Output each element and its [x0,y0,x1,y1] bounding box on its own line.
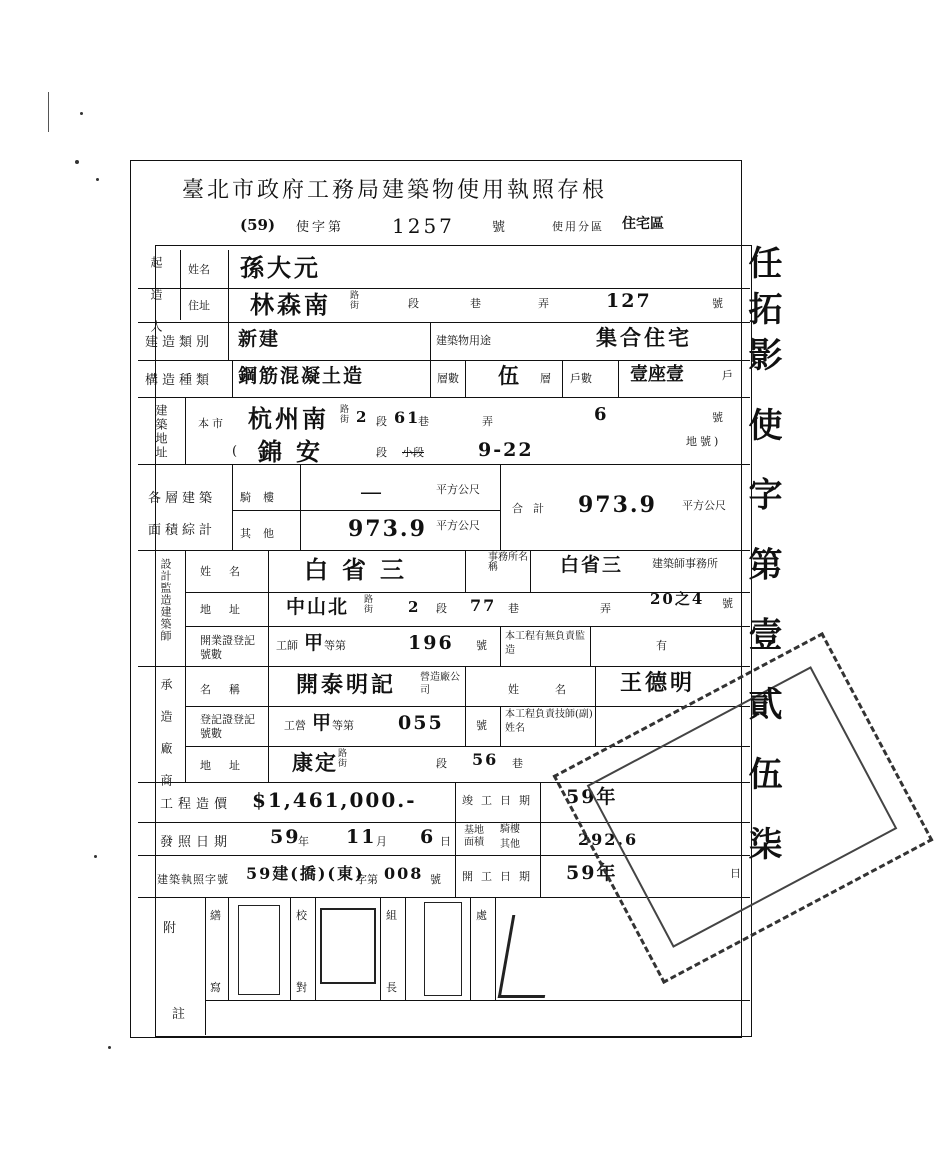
building-use-label: 建築物用途 [436,334,491,347]
contractor-kind: 營造廠公司 [420,672,460,696]
construction-type-label: 建造類別 [145,335,214,350]
designer-reg-label: 開業證登記號數 [200,634,255,662]
rule [138,397,750,398]
floors-label: 層數 [437,372,459,385]
site-xiaoduan: 小段 [402,446,424,459]
rule [540,782,541,897]
permit-middle: 字第 [356,873,378,886]
cost-label: 工程造價 [160,797,233,812]
total-area-label: 合計 [512,502,554,515]
other-unit: 平方公尺 [436,519,480,532]
contractor-reg-class: 甲 [312,712,334,734]
cost-value: $1,461,000.- [252,788,417,812]
rule [138,464,750,465]
applicant-xiang: 巷 [470,297,481,310]
scan-speck [75,160,79,164]
permit-value: 59建(撟)(東) [246,864,365,883]
designer-duan-no: 2 [408,598,421,616]
site-city: 本市 [198,417,226,430]
section-seal [424,902,462,996]
contractor-reg-prefix: 工營 [284,719,306,732]
form-title: 臺北市政府工務局建築物使用執照存根 [182,178,608,203]
start-day-unit: 日 [730,867,741,880]
area-label-bottom: 面積綜計 [148,523,217,538]
rule [232,464,233,550]
arcade-unit: 平方公尺 [436,483,480,496]
rule [228,250,229,360]
rule [232,360,233,397]
section-label-bottom: 長 [386,981,397,994]
rule [430,322,431,360]
rule [185,706,750,707]
designer-duan: 段 [436,602,447,615]
site-road-mark: 路街 [338,404,348,424]
scan-speck [108,1046,111,1049]
units-value: 壹座壹 [630,364,684,385]
designer-reg-middle: 等第 [324,639,346,652]
floors-value: 伍 [498,363,522,388]
site-lot-no: 9-22 [478,439,534,461]
rule [185,397,186,464]
tech-label: 本工程負責技師(副)姓名 [505,709,593,734]
designer-addr-road: 中山北 [286,596,350,618]
total-area-value: 973.9 [578,492,657,518]
rule [455,782,456,897]
designer-nong: 弄 [600,602,611,615]
rule [138,322,750,323]
total-area-unit: 平方公尺 [682,499,726,512]
applicant-group-label: 起造人 [149,256,163,352]
permit-number: 1257 [392,214,455,238]
permit-label: 建築執照字號 [157,873,229,886]
designer-name-label: 姓名 [200,565,258,578]
rule [300,464,301,550]
permit-no-value: 008 [384,864,424,883]
rule [138,550,750,551]
issue-label: 發照日期 [160,835,233,850]
designer-hao2: 號 [476,639,487,652]
office-name: 白省三 [560,554,624,576]
contractor-hao: 號 [476,719,487,732]
check-label-bottom: 對 [296,981,307,994]
rule [290,897,291,1000]
contractor-duan: 段 [436,757,447,770]
office-suffix: 建築師事務所 [652,557,718,570]
issue-year-unit: 年 [298,835,309,848]
arcade-label: 騎樓 [240,491,286,504]
site-duan-no: 2 [356,408,369,426]
applicant-name: 孫大元 [240,253,321,282]
rule [205,897,206,1035]
zone-value: 住宅區 [622,216,664,232]
designer-no: 20之4 [650,590,705,608]
lot-close: 地號) [686,435,722,448]
site-xiang: 巷 [418,415,429,428]
check-label-top: 校 [296,909,307,922]
other-label: 其他 [240,527,286,540]
site-section-name: 錦安 [258,437,334,466]
designer-road-mark: 路街 [362,594,372,614]
rule [232,510,500,511]
lot-open: ( [232,444,238,459]
complete-value: 59年 [566,786,618,808]
margin-side-text: 任拓影 使 字 第 壹 貳 伍 柒 [742,245,782,872]
construction-type-value: 新建 [238,328,281,350]
scan-edge-line [48,92,49,132]
permit-hao: 號 [430,873,441,886]
scan-speck [94,855,97,858]
contractor-person-label: 姓名 [508,683,602,696]
base-area-label: 基地面積 [464,825,484,848]
applicant-duan: 段 [408,297,419,310]
issue-day: 6 [420,826,436,848]
site-road: 杭州南 [248,404,329,433]
contractor-name: 開泰明記 [296,672,397,698]
supervise-label: 本工程有無負責監造 [505,631,585,656]
rule [495,897,496,1000]
copy-label-bottom: 寫 [210,981,221,994]
rule [618,360,619,397]
copy-seal [238,905,280,995]
applicant-addr-label: 住址 [188,299,210,312]
rule [205,1000,750,1001]
check-seal [320,908,376,984]
base-arcade: 騎樓 [500,824,520,835]
contractor-person: 王德明 [620,670,696,696]
zone-label: 使用分區 [552,220,604,233]
base-area-value: 292.6 [578,830,639,849]
designer-addr-label: 地址 [200,603,258,616]
rule [185,550,186,782]
building-use-value: 集合住宅 [596,325,692,350]
permit-prefix: 使字第 [296,220,345,235]
site-duan: 段 [376,415,387,428]
contractor-reg-middle: 等第 [332,719,354,732]
rule [138,288,750,289]
applicant-addr-no: 127 [606,290,652,312]
section-label-top: 組 [386,909,397,922]
rule [465,550,466,592]
rule [405,897,406,1000]
units-unit: 戶 [722,369,733,382]
site-lane-no: 61 [394,408,421,427]
contractor-group-label: 承造廠商 [159,678,173,806]
complete-label: 竣工日期 [462,794,538,807]
rule [380,897,381,1000]
contractor-addr-label: 地址 [200,759,258,772]
contractor-reg-no: 055 [398,712,444,734]
contractor-addr-road: 康定 [292,750,338,775]
rule [470,897,471,1000]
site-label: 建築地址 [154,404,168,460]
notes-zhu: 註 [172,1007,192,1022]
designer-group-label: 設計監造建築師 [159,558,172,642]
rule [500,464,501,550]
notes-fu: 附 [163,921,183,936]
site-hao: 號 [712,411,723,424]
site-duan2: 段 [376,446,387,459]
rule [465,666,466,746]
supervise-value: 有 [656,639,667,652]
permit-hao: 號 [492,220,512,235]
rule [138,360,750,361]
issue-month-unit: 月 [376,835,387,848]
rule [185,626,750,627]
rule [465,360,466,397]
arcade-value: — [360,480,382,505]
office-label: 事務所名稱 [488,552,528,573]
designer-hao: 號 [722,597,733,610]
rule [562,360,563,397]
rule [595,666,596,746]
rule [268,550,269,782]
site-nong: 弄 [482,415,493,428]
issue-year: 59 [270,826,301,848]
rule [315,897,316,1000]
applicant-road-mark: 路街 [348,290,358,310]
area-label-top: 各層建築 [148,491,217,506]
designer-xiang: 巷 [508,602,519,615]
other-area-value: 973.9 [348,516,427,542]
contractor-name-label: 名稱 [200,683,258,696]
units-label: 戶數 [570,372,592,385]
contractor-road-mark: 路街 [336,748,346,768]
site-no: 6 [594,404,609,425]
start-value: 59年 [566,862,618,884]
chief-label: 處 [476,909,487,922]
rule [500,626,501,666]
contractor-reg-label: 登記證登記號數 [200,713,255,741]
applicant-nong: 弄 [538,297,549,310]
structure-type-value: 鋼筋混凝土造 [238,365,365,387]
rule [590,626,591,666]
applicant-hao: 號 [712,297,723,310]
structure-type-label: 構造種類 [145,373,214,388]
designer-reg-no: 196 [408,632,454,654]
floors-unit: 層 [540,372,551,385]
year-number: (59) [240,216,276,234]
designer-reg-class: 甲 [304,632,326,654]
rule [180,250,181,320]
scan-speck [96,178,99,181]
copy-label-top: 繕 [210,909,221,922]
designer-reg-prefix: 工師 [276,639,298,652]
rule [500,706,501,746]
scan-speck [80,112,83,115]
applicant-name-label: 姓名 [188,263,210,276]
designer-lane-no: 77 [470,596,497,615]
base-other: 其他 [500,839,520,850]
rule [138,666,750,667]
rule [430,360,431,397]
issue-month: 11 [346,826,377,848]
applicant-addr-road: 林森南 [250,290,331,319]
rule [228,897,229,1000]
designer-name: 白省三 [304,555,418,584]
contractor-lane-no: 56 [472,750,499,769]
start-label: 開工日期 [462,870,538,883]
issue-day-unit: 日 [440,835,451,848]
contractor-xiang: 巷 [512,757,523,770]
